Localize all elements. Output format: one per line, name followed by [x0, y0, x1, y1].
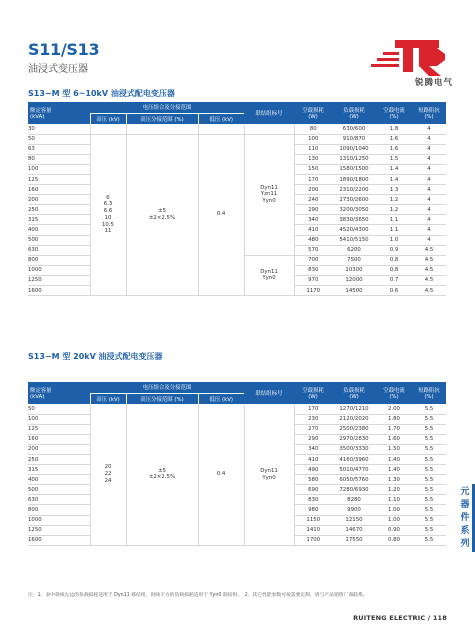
capacity-cell: 200 — [28, 444, 90, 454]
capacity-cell: 500 — [28, 485, 90, 495]
side-category-label: 元器件系列 — [460, 487, 470, 549]
lv-value-cell: 0.4 — [198, 134, 244, 296]
noload-current-cell: 1.2 — [376, 205, 412, 215]
logo-text: 锐腾电气 — [414, 78, 453, 88]
noload-current-cell: 0.90 — [376, 525, 412, 535]
page-subtitle: 油浸式变压器 — [28, 64, 88, 75]
noload-current-cell: 1.6 — [376, 144, 412, 154]
capacity-cell: 1000 — [28, 515, 90, 525]
capacity-cell: 400 — [28, 225, 90, 235]
noload-current-cell: 1.70 — [376, 424, 412, 434]
impedance-cell: 4 — [412, 124, 446, 134]
noload-loss-cell: 410 — [294, 225, 332, 235]
noload-loss-cell: 290 — [294, 434, 332, 444]
section-title-2: S13−M 型 20kV 油浸式配电变压器 — [28, 352, 163, 361]
impedance-cell: 4 — [412, 185, 446, 195]
noload-current-cell: 1.20 — [376, 485, 412, 495]
noload-loss-cell: 340 — [294, 444, 332, 454]
noload-current-cell: 1.30 — [376, 475, 412, 485]
noload-current-cell: 1.1 — [376, 215, 412, 225]
noload-current-cell: 1.6 — [376, 134, 412, 144]
noload-loss-cell: 110 — [294, 144, 332, 154]
noload-loss-cell: 150 — [294, 164, 332, 174]
header-voltage-group: 电压组合及分接范围 — [90, 102, 244, 113]
header-load-loss: 负载损耗 (W) — [332, 382, 376, 404]
spec-table-1 — [28, 102, 446, 296]
header-connection: 联结组标号 — [244, 102, 294, 124]
load-loss-cell: 2500/2380 — [332, 424, 376, 434]
capacity-cell: 50 — [28, 134, 90, 144]
header-impedance: 短路阻抗 (%) — [412, 382, 446, 404]
load-loss-cell: 3200/3050 — [332, 205, 376, 215]
header-impedance: 短路阻抗 (%) — [412, 102, 446, 124]
impedance-cell: 4.5 — [412, 265, 446, 275]
impedance-cell: 4 — [412, 225, 446, 235]
connection-cell: Dyn11 Yzn11 Yyn0 — [244, 134, 294, 255]
capacity-cell: 800 — [28, 255, 90, 265]
header-noload-current: 空载电流 (%) — [376, 102, 412, 124]
header-noload-loss: 空载损耗 (W) — [294, 382, 332, 404]
capacity-cell: 160 — [28, 185, 90, 195]
capacity-cell: 315 — [28, 465, 90, 475]
impedance-cell: 4 — [412, 215, 446, 225]
impedance-cell: 5.5 — [412, 454, 446, 464]
load-loss-cell: 10300 — [332, 265, 376, 275]
header-hv: 高压 (kV) — [90, 393, 126, 404]
noload-current-cell: 1.50 — [376, 444, 412, 454]
load-loss-cell: 8280 — [332, 495, 376, 505]
impedance-cell: 5.5 — [412, 485, 446, 495]
impedance-cell: 5.5 — [412, 434, 446, 444]
noload-current-cell: 0.7 — [376, 275, 412, 285]
capacity-cell: 50 — [28, 404, 90, 414]
page-title: S11/S13 — [28, 40, 100, 59]
empty-cell — [90, 124, 126, 134]
noload-loss-cell: 170 — [294, 174, 332, 184]
load-loss-cell: 12150 — [332, 515, 376, 525]
impedance-cell: 5.5 — [412, 525, 446, 535]
impedance-cell: 4 — [412, 174, 446, 184]
noload-current-cell: 0.9 — [376, 245, 412, 255]
empty-cell — [126, 124, 198, 134]
page-footer: RUITENG ELECTRIC / 118 — [353, 614, 447, 622]
impedance-cell: 5.5 — [412, 505, 446, 515]
header-tap: 高压分接范围 (%) — [126, 113, 198, 124]
impedance-cell: 5.5 — [412, 495, 446, 505]
capacity-cell: 400 — [28, 475, 90, 485]
header-lv: 低压 (kV) — [198, 113, 244, 124]
noload-loss-cell: 200 — [294, 185, 332, 195]
load-loss-cell: 1090/1040 — [332, 144, 376, 154]
noload-current-cell: 0.8 — [376, 255, 412, 265]
capacity-cell: 1250 — [28, 275, 90, 285]
noload-loss-cell: 700 — [294, 255, 332, 265]
capacity-cell: 125 — [28, 174, 90, 184]
load-loss-cell: 1890/1800 — [332, 174, 376, 184]
noload-current-cell: 0.8 — [376, 265, 412, 275]
noload-current-cell: 1.60 — [376, 434, 412, 444]
noload-current-cell: 0.6 — [376, 286, 412, 296]
noload-loss-cell: 830 — [294, 495, 332, 505]
capacity-cell: 630 — [28, 495, 90, 505]
empty-cell — [198, 124, 244, 134]
impedance-cell: 5.5 — [412, 475, 446, 485]
tap-range-cell: ±5 ±2×2.5% — [126, 404, 198, 545]
capacity-cell: 500 — [28, 235, 90, 245]
header-load-loss: 负载损耗 (W) — [332, 102, 376, 124]
impedance-cell: 4 — [412, 195, 446, 205]
table-row — [28, 404, 446, 414]
table-row — [28, 124, 446, 134]
capacity-cell: 160 — [28, 434, 90, 444]
capacity-cell: 630 — [28, 245, 90, 255]
capacity-cell: 100 — [28, 164, 90, 174]
hv-values-cell: 20 22 24 — [90, 404, 126, 545]
connection-cell: Dyn11 Yyn0 — [244, 255, 294, 295]
load-loss-cell: 7280/6930 — [332, 485, 376, 495]
capacity-cell: 200 — [28, 195, 90, 205]
noload-loss-cell: 970 — [294, 275, 332, 285]
capacity-cell: 30 — [28, 124, 90, 134]
load-loss-cell: 5010/4770 — [332, 465, 376, 475]
impedance-cell: 5.5 — [412, 414, 446, 424]
load-loss-cell: 6050/5760 — [332, 475, 376, 485]
capacity-cell: 315 — [28, 215, 90, 225]
capacity-cell: 1600 — [28, 535, 90, 545]
impedance-cell: 5.5 — [412, 515, 446, 525]
load-loss-cell: 7500 — [332, 255, 376, 265]
impedance-cell: 4 — [412, 164, 446, 174]
noload-current-cell: 1.0 — [376, 235, 412, 245]
load-loss-cell: 14500 — [332, 286, 376, 296]
noload-loss-cell: 240 — [294, 195, 332, 205]
noload-current-cell: 1.3 — [376, 185, 412, 195]
load-loss-cell: 1270/1210 — [332, 404, 376, 414]
noload-loss-cell: 410 — [294, 454, 332, 464]
impedance-cell: 4.5 — [412, 245, 446, 255]
header-capacity: 额定容量 (kVA) — [28, 102, 90, 124]
load-loss-cell: 5410/5150 — [332, 235, 376, 245]
impedance-cell: 4 — [412, 154, 446, 164]
noload-current-cell: 1.00 — [376, 515, 412, 525]
noload-current-cell: 1.1 — [376, 225, 412, 235]
header-connection: 联结组标号 — [244, 382, 294, 404]
noload-current-cell: 1.40 — [376, 465, 412, 475]
footnote: 注：1、表中斜线左边的负载损耗适用于 Dyn11 联结组，斜线下方的负载损耗适用于 Yyn0 联结组。 2、其它性能参数可按需要定制，请与产品销售厂商联系。 — [28, 593, 368, 598]
capacity-cell: 1000 — [28, 265, 90, 275]
load-loss-cell: 2970/2830 — [332, 434, 376, 444]
capacity-cell: 800 — [28, 505, 90, 515]
empty-cell — [244, 124, 294, 134]
load-loss-cell: 2120/2020 — [332, 414, 376, 424]
impedance-cell: 4 — [412, 144, 446, 154]
impedance-cell: 4.5 — [412, 286, 446, 296]
load-loss-cell: 4520/4300 — [332, 225, 376, 235]
impedance-cell: 5.5 — [412, 424, 446, 434]
tap-range-cell: ±5 ±2×2.5% — [126, 134, 198, 296]
noload-loss-cell: 570 — [294, 245, 332, 255]
noload-loss-cell: 170 — [294, 404, 332, 414]
noload-loss-cell: 270 — [294, 424, 332, 434]
noload-loss-cell: 1410 — [294, 525, 332, 535]
impedance-cell: 4.5 — [412, 275, 446, 285]
load-loss-cell: 1580/1500 — [332, 164, 376, 174]
impedance-cell: 5.5 — [412, 535, 446, 545]
capacity-cell: 100 — [28, 414, 90, 424]
header-capacity: 额定容量 (kVA) — [28, 382, 90, 404]
capacity-cell: 1250 — [28, 525, 90, 535]
noload-loss-cell: 830 — [294, 265, 332, 275]
noload-current-cell: 1.4 — [376, 164, 412, 174]
load-loss-cell: 3830/3650 — [332, 215, 376, 225]
load-loss-cell: 17550 — [332, 535, 376, 545]
load-loss-cell: 9900 — [332, 505, 376, 515]
impedance-cell: 4.5 — [412, 255, 446, 265]
header-noload-current: 空载电流 (%) — [376, 382, 412, 404]
load-loss-cell: 1310/1250 — [332, 154, 376, 164]
connection-cell: Dyn11 Yyn0 — [244, 404, 294, 545]
header-tap: 高压分接范围 (%) — [126, 393, 198, 404]
noload-loss-cell: 100 — [294, 134, 332, 144]
noload-loss-cell: 290 — [294, 205, 332, 215]
table-row — [28, 134, 446, 144]
noload-current-cell: 1.40 — [376, 454, 412, 464]
noload-current-cell: 1.5 — [376, 154, 412, 164]
noload-loss-cell: 1170 — [294, 286, 332, 296]
lv-value-cell: 0.4 — [198, 404, 244, 545]
impedance-cell: 5.5 — [412, 465, 446, 475]
load-loss-cell: 6200 — [332, 245, 376, 255]
load-loss-cell: 910/870 — [332, 134, 376, 144]
load-loss-cell: 2310/2200 — [332, 185, 376, 195]
noload-loss-cell: 480 — [294, 235, 332, 245]
noload-loss-cell: 1150 — [294, 515, 332, 525]
capacity-cell: 250 — [28, 205, 90, 215]
capacity-cell: 63 — [28, 144, 90, 154]
noload-current-cell: 1.8 — [376, 124, 412, 134]
impedance-cell: 5.5 — [412, 404, 446, 414]
capacity-cell: 1600 — [28, 286, 90, 296]
noload-current-cell: 1.4 — [376, 174, 412, 184]
noload-loss-cell: 980 — [294, 505, 332, 515]
noload-loss-cell: 230 — [294, 414, 332, 424]
noload-loss-cell: 340 — [294, 215, 332, 225]
load-loss-cell: 14670 — [332, 525, 376, 535]
load-loss-cell: 4160/3960 — [332, 454, 376, 464]
load-loss-cell: 630/600 — [332, 124, 376, 134]
impedance-cell: 4 — [412, 134, 446, 144]
noload-loss-cell: 130 — [294, 154, 332, 164]
capacity-cell: 125 — [28, 424, 90, 434]
noload-current-cell: 0.80 — [376, 535, 412, 545]
capacity-cell: 80 — [28, 154, 90, 164]
load-loss-cell: 3500/3330 — [332, 444, 376, 454]
noload-loss-cell: 490 — [294, 465, 332, 475]
noload-current-cell: 1.2 — [376, 195, 412, 205]
impedance-cell: 5.5 — [412, 444, 446, 454]
header-noload-loss: 空载损耗 (W) — [294, 102, 332, 124]
load-loss-cell: 12000 — [332, 275, 376, 285]
noload-loss-cell: 690 — [294, 485, 332, 495]
noload-current-cell: 1.00 — [376, 505, 412, 515]
noload-current-cell: 2.00 — [376, 404, 412, 414]
noload-loss-cell: 1700 — [294, 535, 332, 545]
load-loss-cell: 2730/2600 — [332, 195, 376, 205]
capacity-cell: 250 — [28, 454, 90, 464]
noload-loss-cell: 80 — [294, 124, 332, 134]
header-hv: 高压 (kV) — [90, 113, 126, 124]
noload-loss-cell: 580 — [294, 475, 332, 485]
noload-current-cell: 1.10 — [376, 495, 412, 505]
noload-current-cell: 1.80 — [376, 414, 412, 424]
header-voltage-group: 电压组合及分接范围 — [90, 382, 244, 393]
impedance-cell: 4 — [412, 205, 446, 215]
section-title-1: S13−M 型 6~10kV 油浸式配电变压器 — [28, 89, 175, 98]
spec-table-2 — [28, 382, 446, 546]
header-lv: 低压 (kV) — [198, 393, 244, 404]
hv-values-cell: 6 6.3 6.6 10 10.5 11 — [90, 134, 126, 296]
impedance-cell: 4 — [412, 235, 446, 245]
